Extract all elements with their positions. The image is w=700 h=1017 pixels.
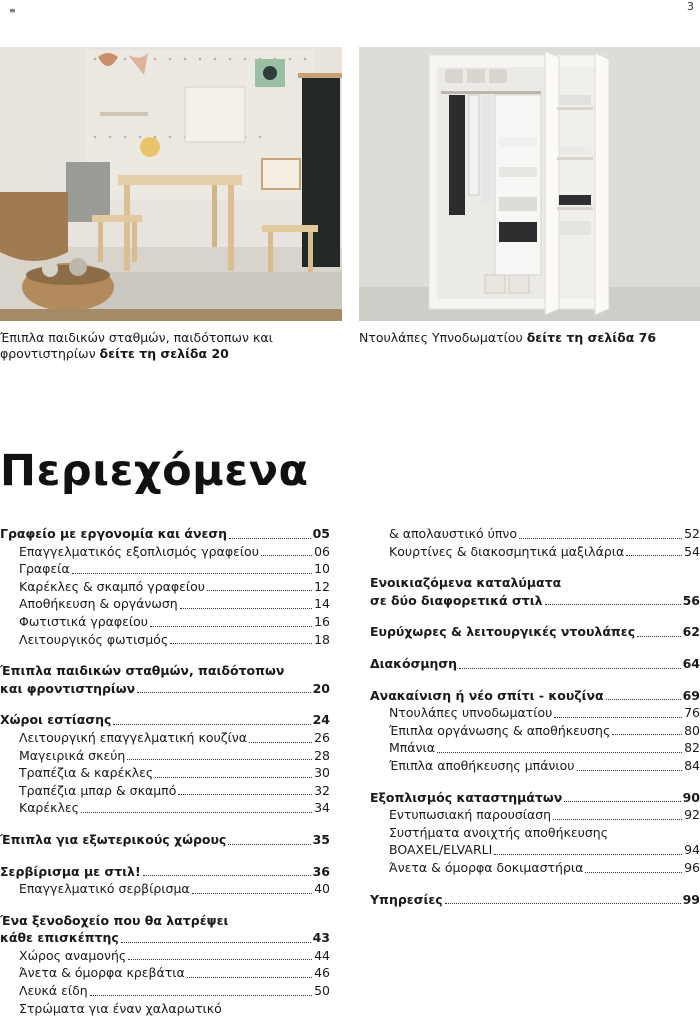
toc-entry-title: Καρέκλες & σκαμπό γραφείου xyxy=(19,578,205,594)
toc-page-number: 46 xyxy=(314,965,330,981)
toc-dot-leader xyxy=(192,893,312,894)
toc-page-number: 20 xyxy=(312,680,330,696)
caption-kids-furniture xyxy=(0,330,340,362)
toc-subsection[interactable] xyxy=(0,543,330,561)
toc-page-number: 35 xyxy=(312,831,330,847)
toc-spacer xyxy=(370,673,700,687)
toc-subsection[interactable] xyxy=(370,543,700,561)
toc-page-number: 84 xyxy=(684,757,700,773)
toc-subsection[interactable] xyxy=(0,947,330,965)
toc-page-number: 76 xyxy=(684,705,700,721)
toc-entry-title: Έπιπλα αποθήκευσης μπάνιου xyxy=(389,757,575,773)
toc-page-number: 32 xyxy=(314,782,330,798)
toc-entry-title: Εξοπλισμός καταστημάτων xyxy=(370,789,563,805)
toc-entry-title: Γραφεία xyxy=(19,561,70,577)
toc-section[interactable] xyxy=(0,711,330,729)
toc-spacer xyxy=(0,898,330,912)
toc-section[interactable] xyxy=(370,623,700,641)
toc-entry-title: Επαγγελματικός εξοπλισμός γραφείου xyxy=(19,543,259,559)
toc-dot-leader xyxy=(72,573,312,574)
toc-page-number: 24 xyxy=(312,712,330,728)
toc-dot-leader xyxy=(553,819,682,820)
toc-entry-title: Γραφείο με εργονομία και άνεση xyxy=(0,526,228,541)
toc-entry-title: κάθε επισκέπτης xyxy=(0,930,119,946)
toc-entry-title: Στρώματα για έναν χαλαρωτικό xyxy=(19,1000,222,1016)
toc-page-number: 92 xyxy=(684,807,700,823)
kids-room-photo xyxy=(0,47,342,321)
toc-entry-title: Συστήματα ανοιχτής αποθήκευσης xyxy=(389,824,609,840)
toc-entry-title: Χώροι εστίασης xyxy=(0,712,112,728)
toc-subsection[interactable] xyxy=(370,806,700,824)
toc-entry-title: Επαγγελματικό σερβίρισμα xyxy=(19,881,190,897)
toc-page-number: 69 xyxy=(682,687,700,703)
toc-spacer xyxy=(370,560,700,574)
toc-dot-leader xyxy=(229,538,311,539)
toc-entry-title: Έπιπλα για εξωτερικούς χώρους xyxy=(0,831,227,847)
toc-dot-leader xyxy=(170,643,312,644)
toc-subsection[interactable] xyxy=(0,964,330,982)
toc-entry-title: Εντυπωσιακή παρουσίαση xyxy=(389,807,552,823)
toc-page-number: 10 xyxy=(314,561,330,577)
toc-dot-leader xyxy=(606,699,681,700)
toc-entry-title: BOAXEL/ELVARLI xyxy=(389,842,493,858)
toc-dot-leader xyxy=(228,844,310,845)
toc-subsection[interactable] xyxy=(0,880,330,898)
toc-spacer xyxy=(370,641,700,655)
toc-page-number: 36 xyxy=(312,863,330,879)
toc-dot-leader xyxy=(626,555,682,556)
toc-dot-leader xyxy=(150,626,312,627)
toc-column-left xyxy=(0,525,330,1017)
toc-section[interactable] xyxy=(370,592,700,610)
toc-page-number: 18 xyxy=(314,631,330,647)
toc-entry-title: σε δύο διαφορετικά στιλ xyxy=(370,592,543,608)
toc-dot-leader xyxy=(545,604,681,605)
toc-page-number: 96 xyxy=(684,859,700,875)
toc-spacer xyxy=(0,648,330,662)
toc-dot-leader xyxy=(127,759,312,760)
toc-entry-title: Μπάνια xyxy=(389,740,436,756)
wardrobe-photo xyxy=(359,47,700,321)
toc-spacer xyxy=(370,877,700,891)
toc-dot-leader xyxy=(81,812,312,813)
toc-dot-leader xyxy=(445,903,681,904)
toc-dot-leader xyxy=(90,995,312,996)
toc-page-number: 40 xyxy=(314,881,330,897)
toc-subsection[interactable] xyxy=(0,729,330,747)
toc-dot-leader xyxy=(494,854,682,855)
toc-section[interactable] xyxy=(0,912,330,930)
toc-subsection[interactable] xyxy=(370,824,700,842)
toc-entry-title: Υπηρεσίες xyxy=(370,891,443,907)
toc-subsection[interactable] xyxy=(0,1000,330,1017)
toc-section[interactable] xyxy=(370,655,700,673)
toc-entry-title: Χώρος αναμονής xyxy=(19,947,127,963)
toc-page-number: 30 xyxy=(314,765,330,781)
toc-entry-title: Τραπέζια & καρέκλες xyxy=(19,765,154,781)
toc-page-number: 12 xyxy=(314,578,330,594)
toc-page-number: 94 xyxy=(684,842,700,858)
wardrobe-illustration xyxy=(359,47,700,321)
toc-page-number: 56 xyxy=(682,592,700,608)
toc-dot-leader xyxy=(137,692,310,693)
toc-section[interactable] xyxy=(0,929,330,947)
page-number: 3 xyxy=(687,0,694,13)
toc-dot-leader xyxy=(554,717,682,718)
toc-dot-leader xyxy=(459,668,681,669)
toc-entry-title: Ντουλάπες υπνοδωματίου xyxy=(389,705,553,721)
toc-page-number: 26 xyxy=(314,729,330,745)
caption-text: Έπιπλα παιδικών σταθμών, παιδότοπων και φροντιστηρίων xyxy=(0,330,273,361)
toc-entry-title: Λειτουργική επαγγελματική κουζίνα xyxy=(19,729,247,745)
toc-entry-title: & απολαυστικό ύπνο xyxy=(389,526,518,541)
toc-dot-leader xyxy=(155,777,312,778)
toc-dot-leader xyxy=(113,724,310,725)
toc-page-number: 54 xyxy=(684,543,700,559)
toc-entry-title: Διακόσμηση xyxy=(370,655,458,671)
toc-entry-title: Λευκά είδη xyxy=(19,983,88,999)
toc-entry-title: Έπιπλα παιδικών σταθμών, παιδότοπων xyxy=(0,663,285,679)
toc-entry-title: Λειτουργικός φωτισμός xyxy=(19,631,169,647)
toc-spacer xyxy=(0,817,330,831)
toc-dot-leader xyxy=(261,555,312,556)
toc-dot-leader xyxy=(437,752,682,753)
toc-column-right xyxy=(370,525,700,908)
toc-entry-title: Έπιπλα οργάνωσης & αποθήκευσης xyxy=(389,722,611,738)
toc-page-number: 16 xyxy=(314,613,330,629)
toc-spacer xyxy=(0,849,330,863)
toc-section[interactable] xyxy=(0,863,330,881)
toc-entry-title: Μαγειρικά σκεύη xyxy=(19,747,126,763)
toc-dot-leader xyxy=(249,742,312,743)
toc-entry-title: Τραπέζια μπαρ & σκαμπό xyxy=(19,782,177,798)
toc-section[interactable] xyxy=(370,687,700,705)
caption-page-link[interactable]: δείτε τη σελίδα 76 xyxy=(526,330,657,345)
toc-subsection[interactable] xyxy=(370,739,700,757)
toc-entry-title: Σερβίρισμα με στιλ! xyxy=(0,863,141,879)
toc-subsection[interactable] xyxy=(370,859,700,877)
caption-text: Ντουλάπες Υπνοδωματίου xyxy=(359,330,527,345)
toc-dot-leader xyxy=(187,977,312,978)
toc-subsection[interactable] xyxy=(370,704,700,722)
toc-spacer xyxy=(0,697,330,711)
caption-bedroom-wardrobes xyxy=(359,330,700,346)
toc-page-number: 90 xyxy=(682,789,700,805)
toc-subsection[interactable] xyxy=(370,722,700,740)
toc-subsection[interactable] xyxy=(0,578,330,596)
toc-page-number: 62 xyxy=(682,624,700,640)
toc-entry-title: Ανακαίνιση ή νέο σπίτι - κουζίνα xyxy=(370,687,604,703)
toc-spacer xyxy=(370,775,700,789)
toc-section[interactable] xyxy=(0,662,330,680)
toc-subsection[interactable] xyxy=(0,747,330,765)
toc-dot-leader xyxy=(564,801,680,802)
toc-subsection[interactable] xyxy=(0,982,330,1000)
toc-subsection[interactable] xyxy=(0,799,330,817)
toc-subsection[interactable] xyxy=(370,525,700,543)
toc-spacer xyxy=(370,609,700,623)
toc-page-number: 14 xyxy=(314,596,330,612)
toc-page-number: 99 xyxy=(682,891,700,907)
toc-subsection[interactable] xyxy=(0,560,330,578)
toc-section[interactable] xyxy=(370,574,700,592)
toc-subsection[interactable] xyxy=(370,757,700,775)
toc-dot-leader xyxy=(637,636,680,637)
toc-page-number: 43 xyxy=(312,930,330,946)
toc-page-number: 05 xyxy=(312,526,330,541)
toc-entry-title: Άνετα & όμορφα κρεβάτια xyxy=(19,965,185,981)
toc-subsection[interactable] xyxy=(0,613,330,631)
toc-entry-title: Ενοικιαζόμενα καταλύματα xyxy=(370,575,562,591)
toc-dot-leader xyxy=(180,608,312,609)
toc-subsection[interactable] xyxy=(370,841,700,859)
menu-mark: ≡ xyxy=(9,6,16,15)
toc-page-number: 06 xyxy=(314,543,330,559)
toc-entry-title: Κουρτίνες & διακοσμητικά μαξιλάρια xyxy=(389,543,625,559)
toc-page-number: 34 xyxy=(314,800,330,816)
toc-dot-leader xyxy=(143,875,311,876)
toc-subsection[interactable] xyxy=(0,595,330,613)
toc-page-number: 28 xyxy=(314,747,330,763)
toc-dot-leader xyxy=(207,590,312,591)
toc-section[interactable] xyxy=(0,680,330,698)
toc-page-number: 50 xyxy=(314,983,330,999)
toc-entry-title: Ευρύχωρες & λειτουργικές ντουλάπες xyxy=(370,624,636,640)
toc-entry-title: Αποθήκευση & οργάνωση xyxy=(19,596,178,612)
toc-section[interactable] xyxy=(0,525,330,543)
toc-dot-leader xyxy=(128,959,312,960)
toc-subsection[interactable] xyxy=(0,782,330,800)
kids-room-illustration xyxy=(0,47,342,321)
toc-page-number: 80 xyxy=(684,722,700,738)
toc-entry-title: Καρέκλες xyxy=(19,800,79,816)
toc-page-number: 64 xyxy=(682,655,700,671)
toc-entry-title: Φωτιστικά γραφείου xyxy=(19,613,149,629)
toc-subsection[interactable] xyxy=(0,631,330,649)
toc-entry-title: Άνετα & όμορφα δοκιμαστήρια xyxy=(389,859,584,875)
toc-page-number: 82 xyxy=(684,740,700,756)
toc-entry-title: και φροντιστηρίων xyxy=(0,680,136,696)
toc-section[interactable] xyxy=(0,831,330,849)
toc-page-number: 44 xyxy=(314,947,330,963)
caption-page-link[interactable]: δείτε τη σελίδα 20 xyxy=(99,346,229,361)
toc-dot-leader xyxy=(577,770,683,771)
toc-dot-leader xyxy=(519,538,682,539)
toc-dot-leader xyxy=(121,942,311,943)
toc-dot-leader xyxy=(612,734,682,735)
toc-dot-leader xyxy=(178,794,312,795)
toc-entry-title: Ένα ξενοδοχείο που θα λατρέψει xyxy=(0,912,229,928)
page-title: Περιεχόμενα xyxy=(0,446,309,496)
toc-dot-leader xyxy=(585,872,682,873)
toc-subsection[interactable] xyxy=(0,764,330,782)
toc-section[interactable] xyxy=(370,789,700,807)
toc-page-number: 52 xyxy=(684,526,700,541)
toc-section[interactable] xyxy=(370,891,700,909)
